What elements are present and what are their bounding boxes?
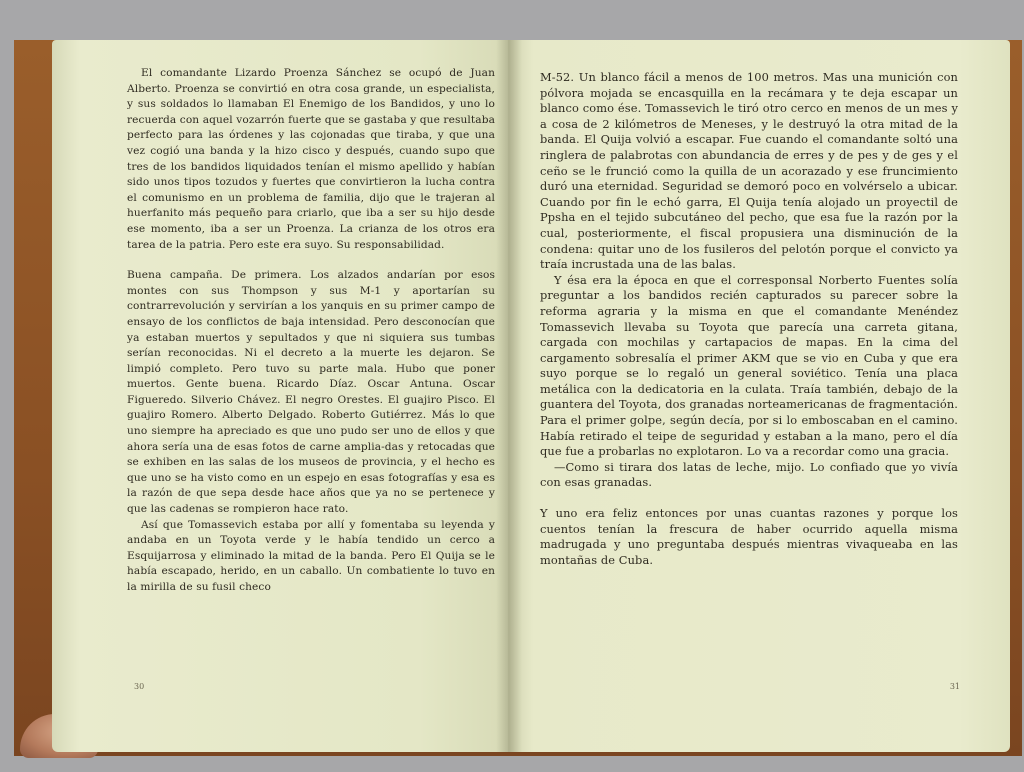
paragraph: Y uno era feliz entonces por unas cuantas razones y porque los cuentos tenían la frescura de haber ocurrido aquella misma madrugada y uno preguntaba después mientras vivaqueaba en las montañas de Cuba.: [540, 506, 958, 567]
open-book: [52, 40, 1010, 752]
paragraph: El comandante Lizardo Proenza Sánchez se ocupó de Juan Alberto. Proenza se convirtió en otra cosa grande, un especialista, y sus soldados lo llamaban El Enemigo de los Bandidos, y uno lo recuerda con aquel vozarrón fuerte que se gastaba y que resultaba perfecto para las órdenes y las cojonadas que tiraba, y que una vez cogió una banda y la hizo cisco y después, cuando supo que tres de los bandidos liquidados tenían el mismo apellido y habían sido unos tipos tozudos y fuertes que convirtieron la lucha contra el comunismo en un problema de familia, dijo que le trajeran al huerfanito más pequeño para criarlo, que iba a ser su hijo desde ese momento, iba a ser un Proenza. La crianza de los otros era tarea de la patria. Pero este era suyo. Su responsabilidad.: [127, 67, 495, 251]
book-gutter: [496, 40, 522, 752]
paragraph: Así que Tomassevich estaba por allí y fomentaba su leyenda y andaba en un Toyota verde y le había tendido un cerco a Esquijarrosa y eliminado la mitad de la banda. Pero El Quija se le había escapado, herido, en un caballo. Un combatiente lo tuvo en la mirilla de su fusil checo: [127, 518, 495, 593]
right-page: [508, 40, 1010, 752]
right-page-text: [540, 70, 958, 568]
paragraph: M-52. Un blanco fácil a menos de 100 metros. Mas una munición con pólvora mojada se encasquilla en la recámara y te deja escapar un blanco como ése. Tomassevich le tiró otro cerco en menos de un mes y a cosa de 2 kilómetros de Meneses, y le destruyó la otra mitad de la banda. El Quija volvió a escapar. Fue cuando el comandante soltó una ringlera de palabrotas con abundancia de erres y de pes y de ges y el ceño se le frunció como la quilla de un acorazado y ese fruncimiento duró una eternidad. Seguridad se demoró poco en volvérselo a ubicar. Cuando por fin le echó garra, El Quija tenía alojado un proyectil de Ppsha en el tejido subcutáneo del pecho, que esa fue la razón por la cual, posteriormente, el fiscal propusiera una disminución de la condena: quitar uno de los fusileros del pelotón porque el convicto ya traía incrustada una de las balas.: [540, 70, 958, 272]
paragraph: Buena campaña. De primera. Los alzados andarían por esos montes con sus Thompson y sus M-1 y aportarían su contrarrevolución y servirían a los yanquis en su primer campo de ensayo de los conflictos de baja intensidad. Pero desconocían que ya estaban muertos y sepultados y que ni siquiera sus tumbas serían reconocidas. Ni el decreto a la muerte les dejaron. Se limpió completo. Pero tuvo su parte mala. Hubo que poner muertos. Gente buena. Ricardo Díaz. Oscar Antuna. Oscar Figueredo. Silverio Chávez. El negro Orestes. El guajiro Pisco. El guajiro Romero. Alberto Delgado. Roberto Gutiérrez. Más lo que uno siempre ha apreciado es que uno pudo ser uno de ellos y que ahora sería una de esas fotos de carne amplia-das y retocadas que se exhiben en las salas de los museos de provincia, y el hecho es que uno se ha visto como en un espejo en esas fotografías y esa es la razón de que sepa desde hace años que ya no se pertenece y que las cadenas se rompieron hace rato.: [127, 269, 495, 516]
page-number: 30: [134, 682, 145, 691]
page-number: 31: [949, 682, 960, 691]
paragraph: —Como si tirara dos latas de leche, mijo. Lo confiado que yo vivía con esas granadas.: [540, 459, 958, 490]
paragraph: Y ésa era la época en que el corresponsal Norberto Fuentes solía preguntar a los bandidos recién capturados su parecer sobre la reforma agraria y la misma en que el comandante Menéndez Tomassevich llevaba su Toyota que parecía una carreta gitana, cargada con mochilas y cartapacios de mapas. En la cima del cargamento sobresalía el primer AKM que se vio en Cuba y que era suyo porque se lo regaló un general soviético. Tenía una placa metálica con la dedicatoria en la culata. Traía también, debajo de la guantera del Toyota, dos granadas norteamericanas de fragmentación. Para el primer golpe, según decía, por si lo emboscaban en el camino. Había retirado el teipe de seguridad y estaban a la mano, pero el día que fue a probarlas no explotaron. Lo va a recordar como una gracia.: [540, 272, 958, 459]
left-page: [52, 40, 510, 752]
left-page-text: [127, 66, 495, 596]
